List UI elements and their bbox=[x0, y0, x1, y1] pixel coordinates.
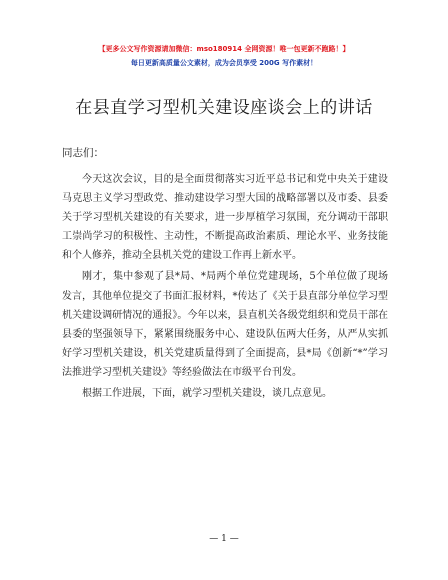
paragraph-2: 刚才，集中参观了县*局、*局两个单位党建现场，5个单位做了现场发言，其他单位提交了书面汇报材料，*传达了《关于县直部分单位学习型机关建设调研情况的通报》。今年以来，县直机关各级党组织和党员干部在县委的坚强领导下，紧紧围绕服务中心、建设队伍两大任务，从严从实抓好学习型机关建设，机关党建质量得到了全面提高，县*局《创新“*”学习法推进学习型机关建设》等经验做法在市级平台刊发。 bbox=[62, 271, 388, 378]
salutation: 同志们： bbox=[62, 147, 104, 159]
promo-line-red: 【更多公文写作资源请加微信：mso180914 全网资源！唯一包更新不跑路！】 bbox=[98, 45, 350, 53]
page-number: — 1 — bbox=[209, 534, 239, 544]
paragraph-3: 根据工作进展，下面，就学习型机关建设，谈几点意见。 bbox=[82, 388, 332, 400]
paragraph-1: 今天这次会议，目的是全面贯彻落实习近平总书记和党中央关于建设马克思主义学习型政党、推动建设学习型大国的战略部署以及市委、县委关于学习型机关建设的有关要求，进一步厚植学习氛围，充分调动干部职工崇尚学习的积极性、主动性，不断提高政治素质、理论水平、业务技能和个人修养，推动全县机关党的建设工作再上新水平。 bbox=[62, 174, 388, 262]
promo-line-blue: 每日更新高质量公文素材，成为会员享受 200G 写作素材！ bbox=[130, 59, 318, 67]
document-body bbox=[62, 170, 388, 405]
document-title: 在县直学习型机关建设座谈会上的讲话 bbox=[75, 98, 373, 118]
